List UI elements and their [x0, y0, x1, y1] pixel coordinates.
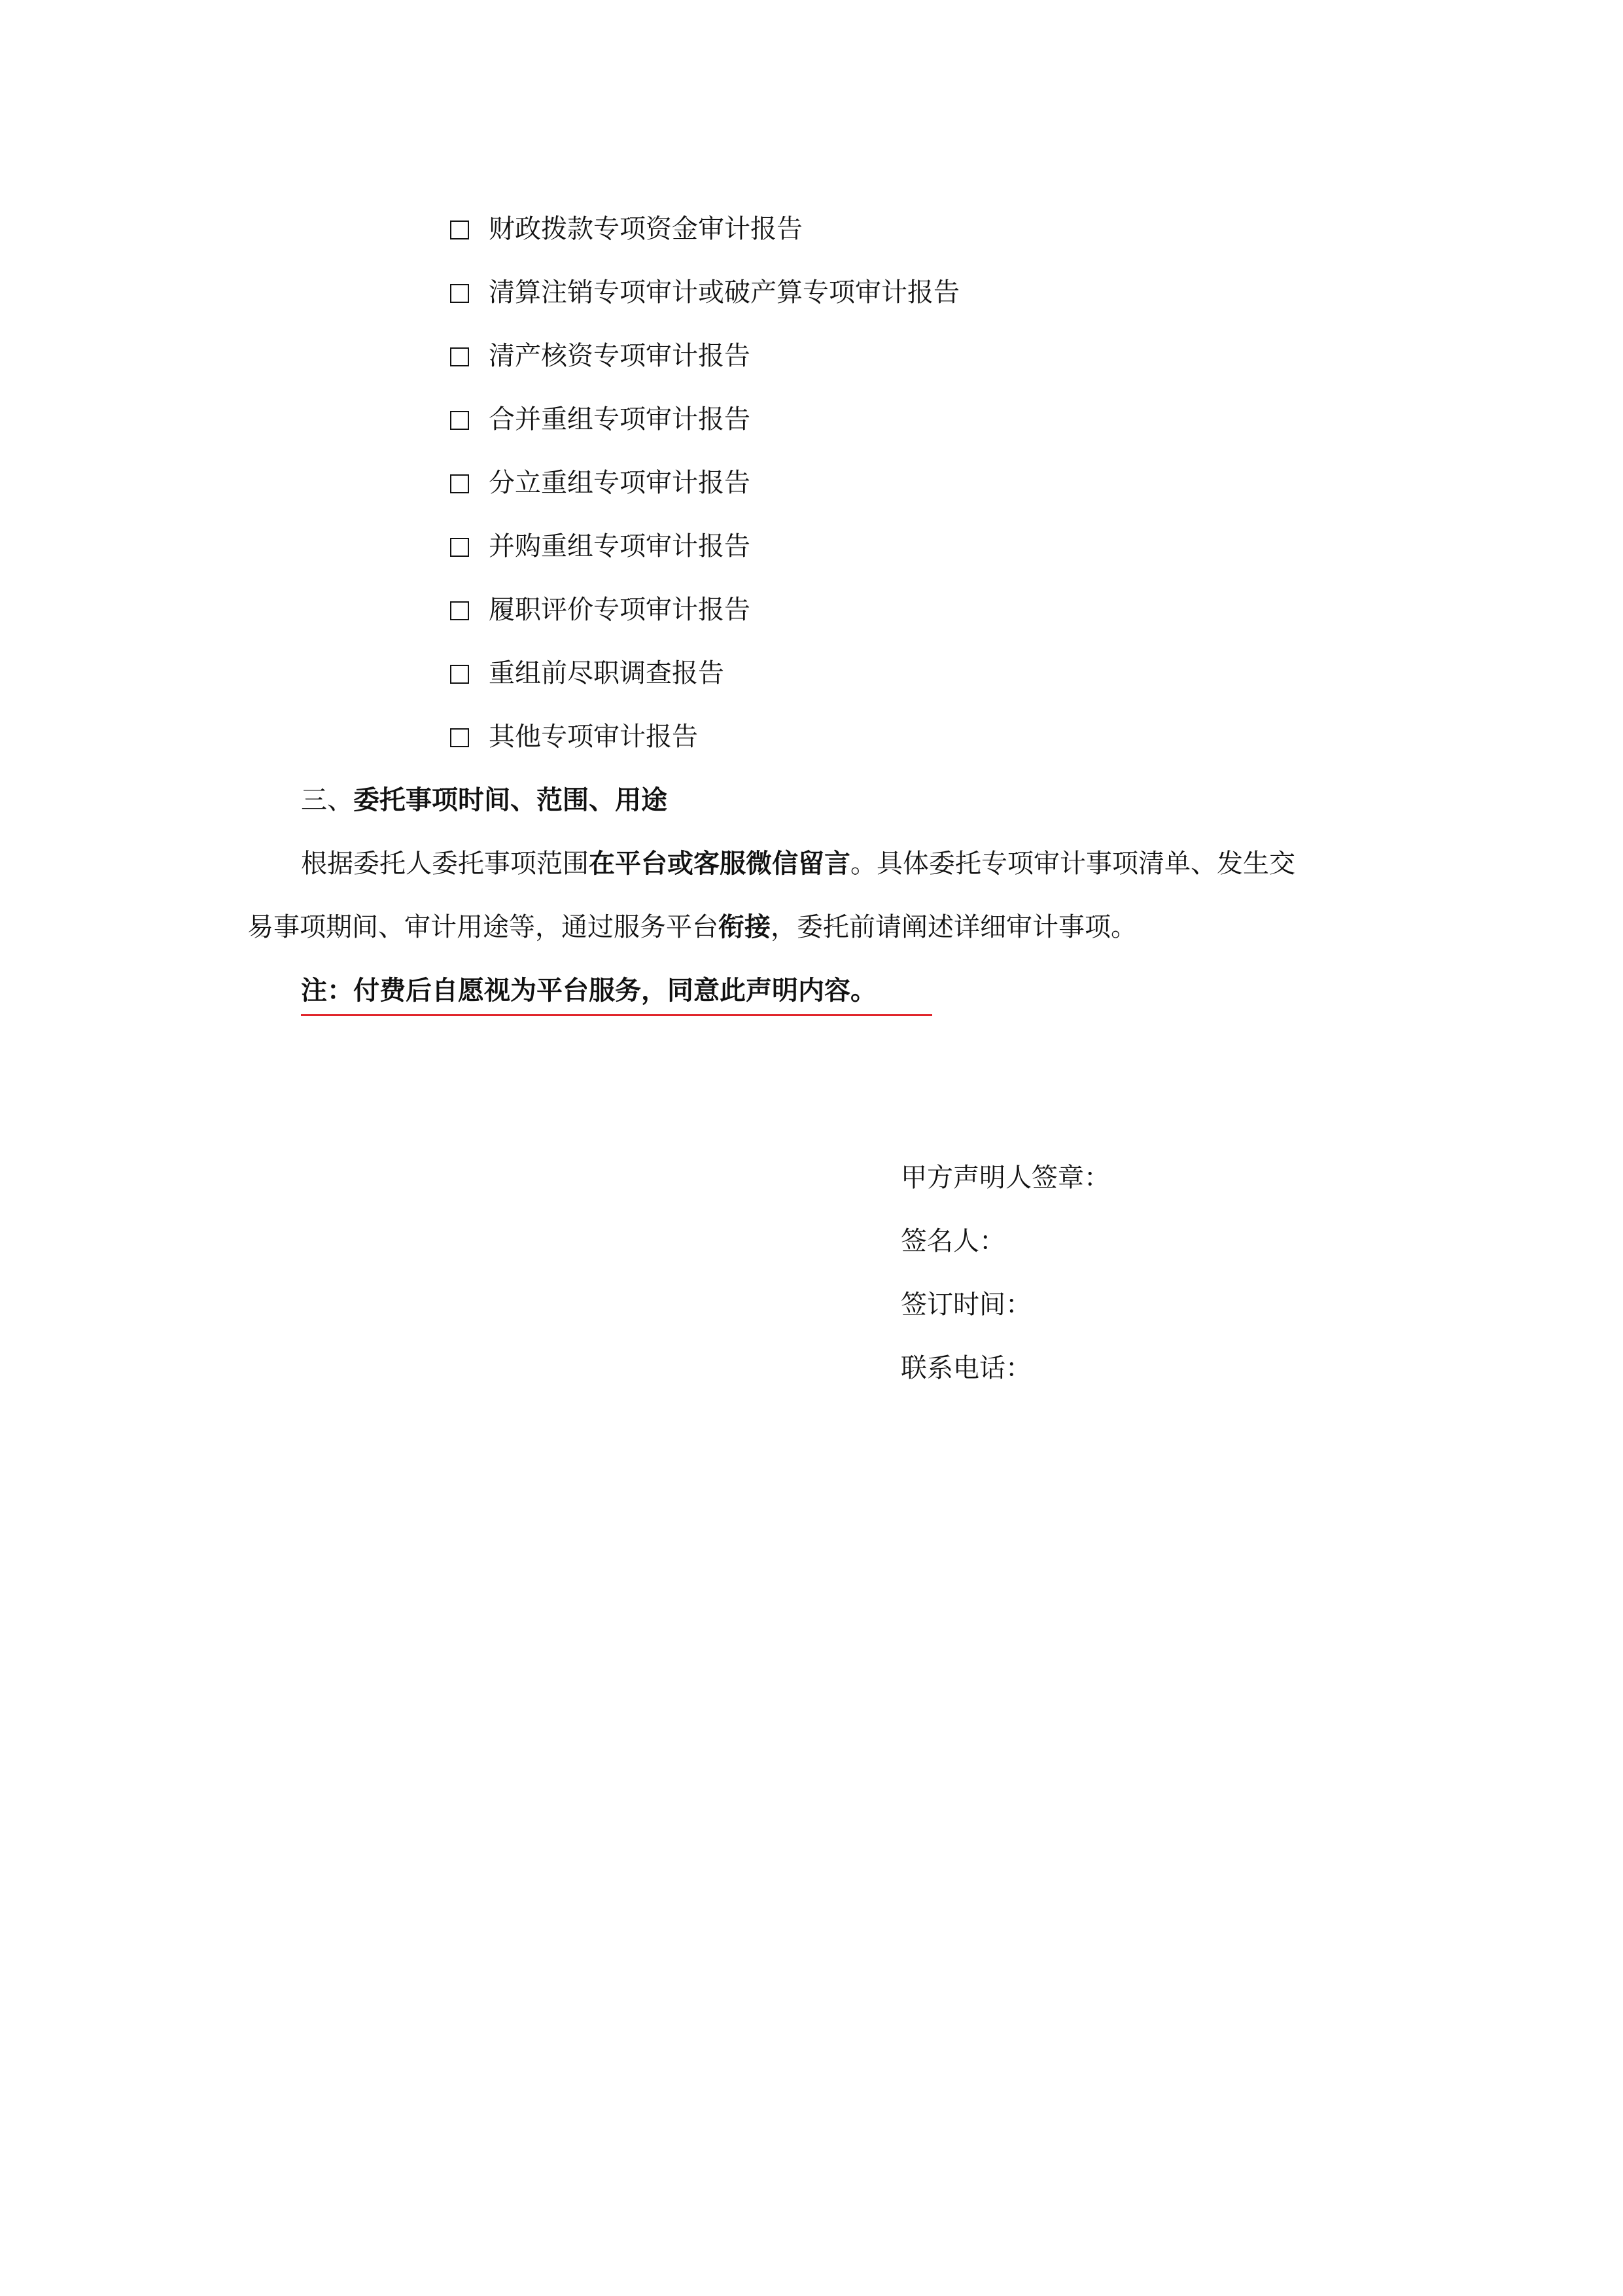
paragraph-line-2	[247, 909, 1137, 945]
checklist-item[interactable]	[450, 338, 750, 374]
checklist-item-label: 清算注销专项审计或破产算专项审计报告	[489, 277, 960, 308]
section-heading	[301, 782, 667, 819]
checklist-item-label: 分立重组专项审计报告	[489, 468, 750, 498]
checklist-item[interactable]	[450, 465, 750, 501]
paragraph-text: 易事项期间、审计用途等，通过服务平台	[247, 912, 718, 942]
stamp-label: 甲方声明人签章：	[901, 1163, 1110, 1193]
checkbox-icon[interactable]	[450, 347, 469, 366]
checklist-item[interactable]	[450, 211, 803, 247]
checklist-item[interactable]	[450, 528, 750, 565]
checkbox-icon[interactable]	[450, 601, 469, 620]
checklist-item[interactable]	[450, 592, 750, 628]
checklist-item[interactable]	[450, 718, 698, 755]
disclaimer-note: 注：付费后自愿视为平台服务，同意此声明内容。	[301, 975, 877, 1006]
checklist-item-label: 重组前尽职调查报告	[489, 658, 724, 688]
paragraph-text: ，委托前请阐述详细审计事项。	[771, 912, 1137, 942]
paragraph-text: 根据委托人委托事项范围	[301, 849, 589, 879]
date-label: 签订时间：	[901, 1290, 1032, 1320]
checklist-item[interactable]	[450, 655, 724, 692]
paragraph-text: 。具体委托专项审计事项清单、发生交	[850, 849, 1295, 879]
checklist-item-label: 履职评价专项审计报告	[489, 595, 750, 625]
checkbox-icon[interactable]	[450, 728, 469, 747]
checkbox-icon[interactable]	[450, 665, 469, 684]
checklist-item-label: 其他专项审计报告	[489, 722, 698, 752]
signer-label: 签名人：	[901, 1226, 1005, 1256]
phone-label: 联系电话：	[901, 1353, 1032, 1383]
checkbox-icon[interactable]	[450, 474, 469, 493]
checklist-item-label: 并购重组专项审计报告	[489, 531, 750, 561]
checkbox-icon[interactable]	[450, 538, 469, 557]
checkbox-icon[interactable]	[450, 411, 469, 430]
checklist-item-label: 财政拨款专项资金审计报告	[489, 214, 803, 244]
note-underline	[301, 1014, 932, 1016]
section-title: 委托事项时间、范围、用途	[353, 785, 667, 815]
checkbox-icon[interactable]	[450, 221, 469, 239]
paragraph-line-1	[301, 845, 1295, 882]
checklist-item[interactable]	[450, 401, 750, 438]
checklist-item-label: 合并重组专项审计报告	[489, 404, 750, 434]
paragraph-emphasis: 在平台或客服微信留言	[589, 848, 850, 879]
checkbox-icon[interactable]	[450, 284, 469, 303]
checklist-item-label: 清产核资专项审计报告	[489, 341, 750, 371]
paragraph-emphasis: 衔接	[718, 911, 771, 942]
section-number: 三、	[301, 785, 353, 815]
checklist-item[interactable]	[450, 274, 960, 311]
